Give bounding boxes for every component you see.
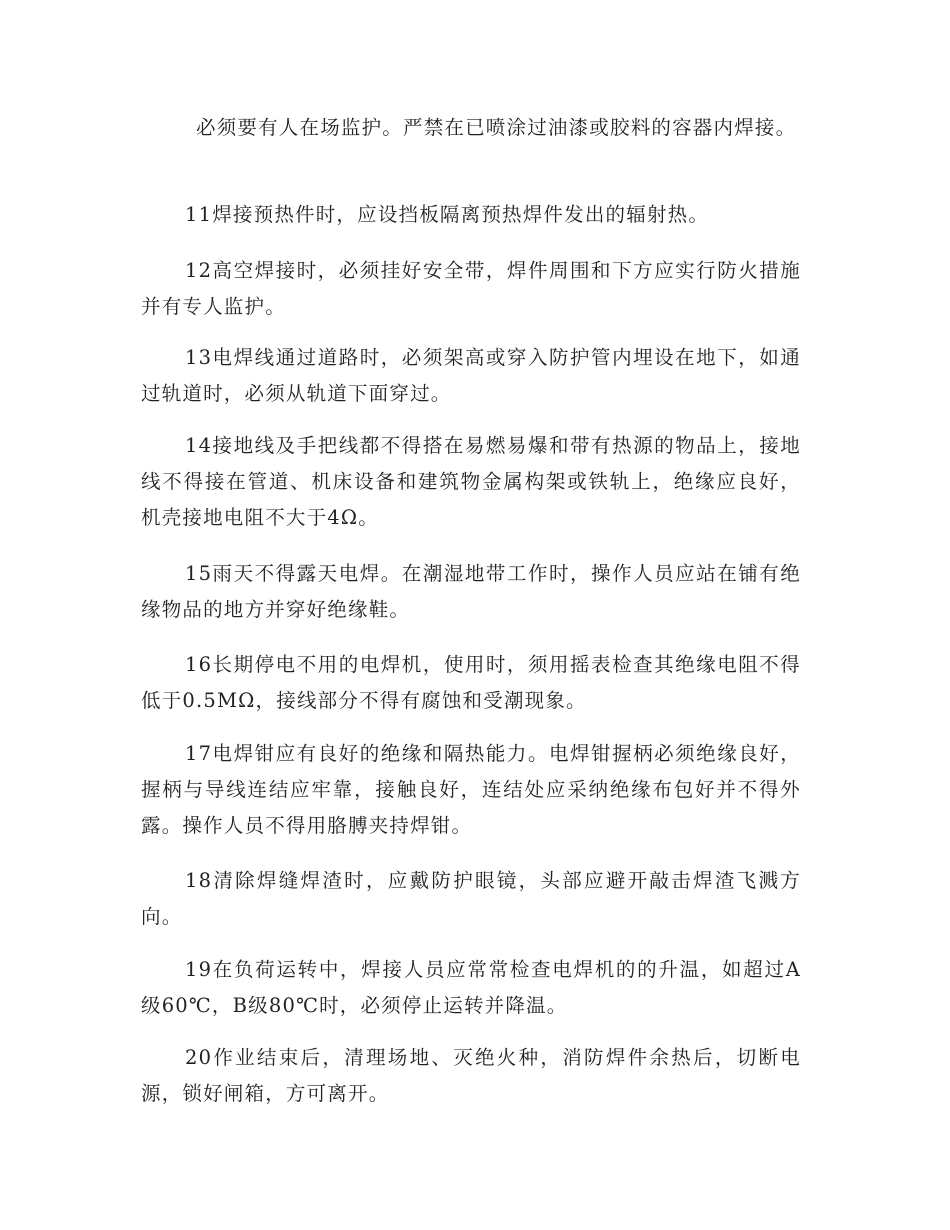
paragraph-20: 20作业结束后，清理场地、灭绝火种，消防焊件余热后，切断电源，锁好闸箱，方可离开。 <box>141 1046 801 1105</box>
paragraph-13: 13电焊线通过道路时，必须架高或穿入防护管内埋设在地下，如通过轨道时，必须从轨道下面穿过。 <box>141 346 801 405</box>
paragraph-15: 15雨天不得露天电焊。在潮湿地带工作时，操作人员应站在铺有绝缘物品的地方并穿好绝缘鞋。 <box>141 562 801 621</box>
paragraph-16: 16长期停电不用的电焊机，使用时，须用摇表检查其绝缘电阻不得低于0.5MΩ，接线部分不得有腐蚀和受潮现象。 <box>141 653 801 712</box>
paragraph-14: 14接地线及手把线都不得搭在易燃易爆和带有热源的物品上，接地线不得接在管道、机床设备和建筑物金属构架或铁轨上，绝缘应良好，机壳接地电阻不大于4Ω。 <box>141 434 801 529</box>
paragraph-17: 17电焊钳应有良好的绝缘和隔热能力。电焊钳握柄必须绝缘良好，握柄与导线连结应牢靠，接触良好，连结处应采纳绝缘布包好并不得外露。操作人员不得用胳膊夹持焊钳。 <box>141 742 801 837</box>
paragraph-19: 19在负荷运转中，焊接人员应常常检查电焊机的的升温，如超过A级60℃，B级80℃时，必须停止运转并降温。 <box>141 958 801 1017</box>
paragraph-18: 18清除焊缝焊渣时，应戴防护眼镜，头部应避开敲击焊渣飞溅方向。 <box>141 869 801 928</box>
paragraph-12: 12高空焊接时，必须挂好安全带，焊件周围和下方应实行防火措施并有专人监护。 <box>141 259 801 318</box>
paragraph-11: 11焊接预热件时，应设挡板隔离预热焊件发出的辐射热。 <box>185 203 710 226</box>
paragraph-10-continuation: 必须要有人在场监护。严禁在已喷涂过油漆或胶料的容器内焊接。 <box>196 116 797 139</box>
